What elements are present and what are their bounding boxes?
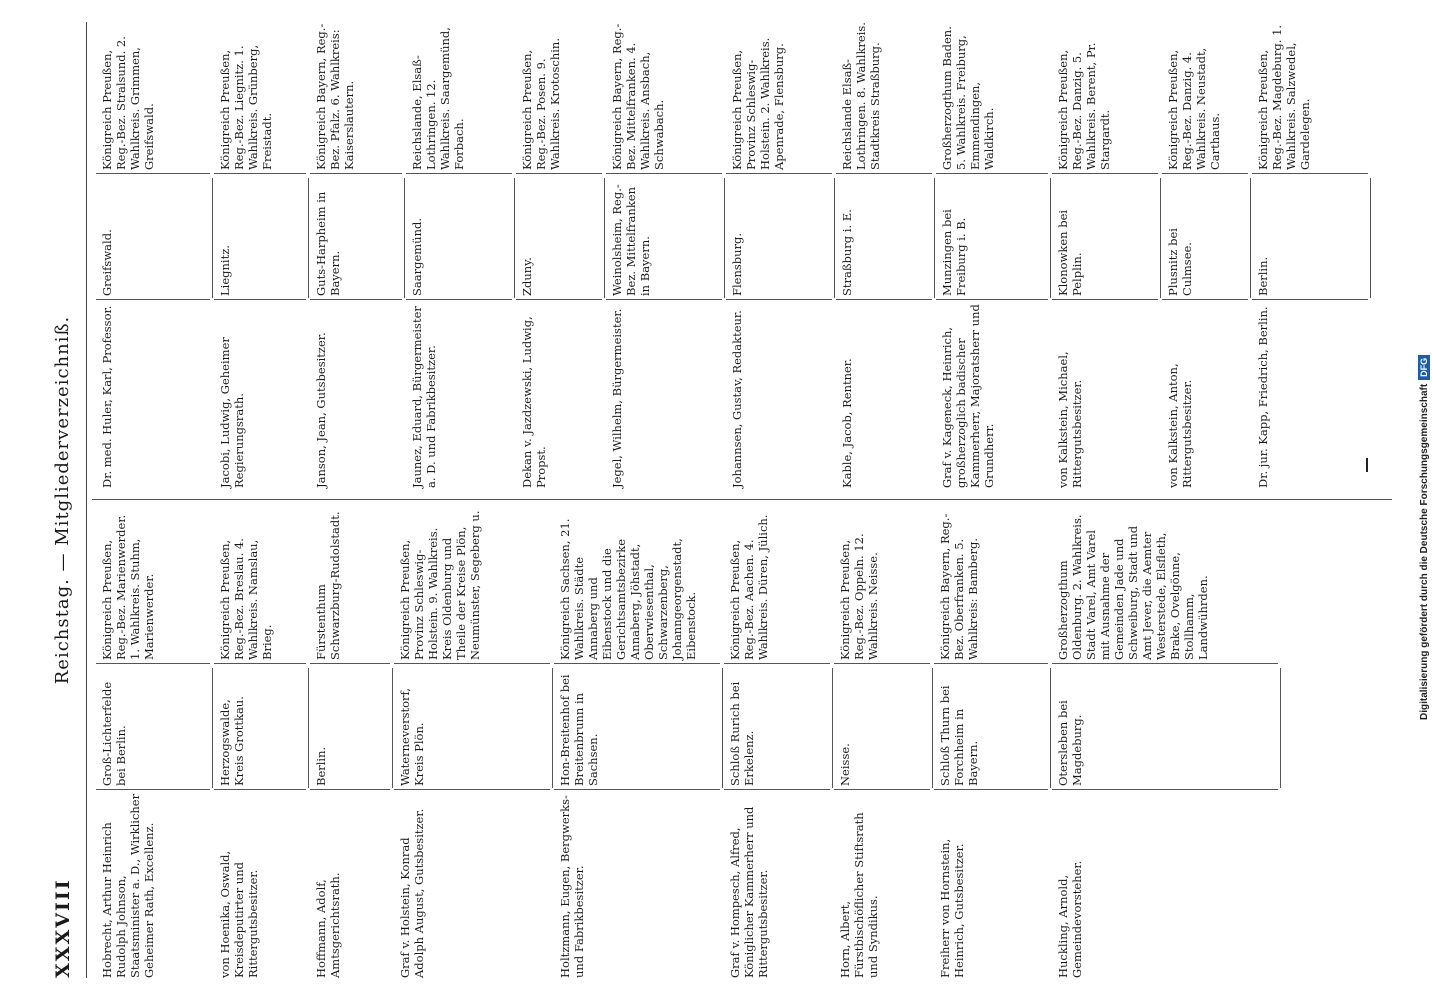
register-entry — [558, 508, 728, 978]
entry-name: Dekan v. Jazdzewski, Ludwig, Propst. — [520, 316, 548, 488]
row-rule — [1160, 178, 1161, 298]
cell-divider — [310, 173, 402, 174]
register-entry — [1056, 18, 1166, 488]
row-rule — [514, 178, 515, 298]
register-entry — [940, 18, 1056, 488]
cell-divider — [394, 789, 550, 790]
register-entry — [218, 18, 314, 488]
entry-constituency: Königreich Preußen, Reg.-Bez. Oppeln. 12. Wahlkreis. Neisse. — [838, 533, 880, 660]
entry-name: Johannsen, Gustav, Redakteur. — [730, 310, 744, 488]
row-rule — [404, 178, 405, 298]
row-rule — [834, 178, 835, 298]
register-entry — [100, 18, 218, 488]
entry-name: Graf v. Hompesch, Alfred, Königlicher Kammerherr und Rittergutsbesitzer. — [728, 806, 770, 978]
entry-name: von Kalkstein, Michael, Rittergutsbesitzer. — [1056, 351, 1084, 488]
entry-residence: Liegnitz. — [218, 245, 232, 296]
cell-divider — [214, 299, 306, 300]
row-rule — [1280, 668, 1281, 788]
entry-constituency: Königreich Bayern, Reg.-Bez. Mittelfranken. 4. Wahlkreis. Ansbach, Schwabach. — [610, 23, 666, 170]
row-rule — [934, 178, 935, 298]
row-rule — [212, 668, 213, 788]
entry-constituency: Königreich Preußen, Reg.-Bez. Magdeburg. 1. Wahlkreis. Salzwedel, Gardelegen. — [1256, 24, 1312, 170]
row-rule — [1050, 178, 1051, 298]
entry-name: Hoffmann, Adolf, Amtsgerichtsrath. — [314, 872, 342, 978]
register-entry — [1166, 18, 1256, 488]
entry-residence: Straßburg i. E. — [840, 209, 854, 296]
cell-divider — [606, 173, 722, 174]
row-rule — [1250, 178, 1251, 298]
register-entry — [218, 508, 314, 978]
digitization-note — [1418, 355, 1430, 720]
cell-divider — [936, 173, 1048, 174]
entry-constituency: Königreich Preußen, Reg.-Bez. Breslau. 4. Wahlkreis. Namslau, Brieg. — [218, 538, 274, 660]
entry-residence: Schloß Thurn bei Forchheim in Bayern. — [938, 685, 980, 786]
entry-residence: Berlin. — [1256, 256, 1270, 296]
entry-residence: Berlin. — [314, 746, 328, 786]
entry-name: Holtzmann, Eugen, Bergwerks- und Fabrikbesitzer. — [558, 795, 586, 978]
entry-constituency: Königreich Preußen, Provinz Schleswig-Holstein. 2. Wahlkreis. Apenrade, Flensburg. — [730, 37, 786, 170]
entry-residence: Munzingen bei Freiburg i. B. — [940, 209, 968, 296]
cell-divider — [96, 299, 210, 300]
entry-residence: Otersleben bei Magdeburg. — [1056, 700, 1084, 786]
entry-name: Freiherr von Hornstein, Heinrich, Gutsbesitzer. — [938, 838, 966, 978]
entry-constituency: Königreich Preußen, Reg.-Bez. Stralsund. 2. Wahlkreis. Grimmen, Greifswald. — [100, 36, 156, 170]
entry-residence: Greifswald. — [100, 229, 114, 296]
entry-residence: Hon-Breitenhof bei Breitenbrunn in Sachsen. — [558, 674, 600, 786]
entry-constituency: Königreich Preußen, Reg.-Bez. Liegnitz. 1. Wahlkreis. Grünberg, Freistadt. — [218, 44, 274, 170]
register-entry — [410, 18, 520, 488]
header-rule — [86, 22, 87, 978]
entry-constituency: Königreich Preußen, Reg.-Bez. Danzig. 5. Wahlkreis. Berent, Pr. Stargardt. — [1056, 42, 1112, 170]
register-entry — [100, 508, 218, 978]
entry-constituency: Reichslande Elsaß-Lothringen. 8. Wahlkreis. Stadtkreis Straßburg. — [840, 22, 882, 170]
cell-divider — [1252, 173, 1368, 174]
cell-divider — [1252, 299, 1368, 300]
cell-divider — [516, 173, 602, 174]
cell-divider — [406, 299, 512, 300]
cell-divider — [606, 299, 722, 300]
entry-name: Kable, Jacob, Rentner. — [840, 358, 854, 488]
entry-residence: Klonowken bei Pelplin. — [1056, 209, 1084, 296]
entry-constituency: Großherzogthum Oldenburg. 2. Wahlkreis. Stadt Varel, Amt Varel mit Ausnahme der Gemeinden Jade und Schweiburg, Stadt und Amt Jever, die Aemter Westerstede, Elsfleth, Brake, Ovelgönne, Stollhamm, Landwührden. — [1056, 514, 1210, 660]
cell-divider — [516, 299, 602, 300]
entry-residence: Plusnitz bei Culmsee. — [1166, 228, 1194, 296]
cell-divider — [310, 299, 402, 300]
register-entry — [840, 18, 940, 488]
cell-divider — [96, 789, 210, 790]
entry-name: Huckling, Arnold, Gemeindevorsteher. — [1056, 860, 1084, 978]
row-rule — [308, 668, 309, 788]
entry-name: Graf v. Holstein, Konrad Adolph August, Gutsbesitzer. — [398, 808, 426, 978]
entry-residence: Flensburg. — [730, 232, 744, 296]
entry-residence: Guts-Harpheim in Bayern. — [314, 191, 342, 296]
register-entry — [398, 508, 558, 978]
row-rule — [604, 178, 605, 298]
cell-divider — [1162, 173, 1248, 174]
entry-residence: Schloß Rurich bei Erkelenz. — [728, 681, 756, 786]
cell-divider — [214, 173, 306, 174]
entry-residence: Neisse. — [838, 743, 852, 786]
cell-divider — [834, 789, 930, 790]
cell-divider — [726, 173, 832, 174]
cell-divider — [724, 663, 830, 664]
row-rule — [1050, 668, 1051, 788]
cell-divider — [406, 173, 512, 174]
page-number: XXXVIII — [52, 878, 74, 978]
register-entry — [610, 18, 730, 488]
entry-name: Jegel, Wilhelm, Bürgermeister. — [610, 308, 624, 488]
row-rule — [832, 668, 833, 788]
entry-name: Dr. med. Huler, Karl, Professor. — [100, 305, 114, 488]
cell-divider — [96, 663, 210, 664]
cell-divider — [96, 173, 210, 174]
entry-constituency: Königreich Bayern, Reg.-Bez. Oberfranken. 5. Wahlkreis: Bamberg. — [938, 513, 980, 660]
entry-name: Janson, Jean, Gutsbesitzer. — [314, 332, 328, 488]
register-entry — [314, 508, 398, 978]
register-entry — [838, 508, 938, 978]
scan-mark — [1366, 458, 1368, 472]
register-entry — [1056, 508, 1286, 978]
cell-divider — [1162, 299, 1248, 300]
entry-constituency: Königreich Bayern, Reg.-Bez. Pfalz. 6. Wahlkreis: Kaiserslautern. — [314, 23, 356, 170]
cell-divider — [310, 789, 390, 790]
digitization-text: Digitalisierung gefördert durch die Deutsche Forschungsgemeinschaft — [1419, 383, 1430, 720]
entry-name: Graf v. Kageneck, Heinrich, großherzoglich badischer Kammerherr, Majoratsherr und Grundherr. — [940, 304, 996, 488]
row-rule — [308, 178, 309, 298]
row-rule — [212, 178, 213, 298]
cell-divider — [554, 789, 720, 790]
cell-divider — [394, 663, 550, 664]
entry-constituency: Königreich Preußen, Reg.-Bez. Posen. 9. Wahlkreis. Krotoschin. — [520, 38, 562, 170]
running-head: Reichstag. — Mitgliederverzeichniß. — [52, 315, 73, 685]
entry-name: von Hoenika, Oswald, Kreisdeputirter und Rittergutsbesitzer. — [218, 850, 260, 978]
entry-name: Jacobi, Ludwig, Geheimer Regierungsrath. — [218, 337, 246, 488]
row-rule — [932, 668, 933, 788]
entry-constituency: Königreich Preußen, Reg.-Bez. Aachen. 4. Wahlkreis. Düren, Jülich. — [728, 514, 770, 660]
entry-constituency: Reichslande, Elsaß-Lothringen. 12. Wahlkreis. Saargemünd, Forbach. — [410, 27, 466, 170]
cell-divider — [1052, 663, 1278, 664]
cell-divider — [1052, 789, 1278, 790]
register-entry — [730, 18, 840, 488]
entry-constituency: Königreich Sachsen, 21. Wahlkreis. Städte Annaberg und Eibenstock und die Gerichtsamtsbezirke Annaberg, Jöhstadt, Oberwiesenthal, Schwarzenberg, Johanngeorgenstadt, Eibenstock. — [558, 518, 698, 660]
cell-divider — [936, 299, 1048, 300]
cell-divider — [214, 789, 306, 790]
column-divider — [92, 499, 1392, 500]
entry-name: Hobrecht, Arthur Heinrich Rudolph Johnson, Staatsminister a. D., Wirklicher Geheimer Rath, Excellenz. — [100, 793, 156, 978]
cell-divider — [834, 663, 930, 664]
register-entry — [938, 508, 1056, 978]
cell-divider — [726, 299, 832, 300]
row-rule — [722, 668, 723, 788]
register-entry — [728, 508, 838, 978]
entry-constituency: Fürstenthum Schwarzburg-Rudolstadt. — [314, 511, 342, 660]
entry-name: Horn, Albert, Fürstbischöflicher Stiftsrath und Syndikus. — [838, 812, 880, 978]
entry-name: Dr. jur. Kapp, Friedrich, Berlin. — [1256, 306, 1270, 488]
entry-constituency: Königreich Preußen, Reg.-Bez. Danzig. 4. Wahlkreis. Neustadt, Carthaus. — [1166, 47, 1222, 170]
row-rule — [552, 668, 553, 788]
entry-residence: Saargemünd. — [410, 218, 424, 296]
entry-residence: Zduny. — [520, 257, 534, 296]
cell-divider — [310, 663, 390, 664]
cell-divider — [554, 663, 720, 664]
cell-divider — [214, 663, 306, 664]
page-header — [52, 22, 82, 978]
dfg-logo: DFG — [1418, 355, 1430, 380]
cell-divider — [934, 789, 1048, 790]
register-entry — [314, 18, 410, 488]
entry-constituency: Königreich Preußen, Reg.-Bez. Marienwerder. 1. Wahlkreis. Stuhm, Marienwerder. — [100, 514, 156, 660]
entry-constituency: Königreich Preußen, Provinz Schleswig-Holstein. 9. Wahlkreis. Kreis Oldenburg und Theile der Kreise Plön, Neumünster, Segeberg u. — [398, 510, 482, 660]
entry-residence: Waterneverstorf, Kreis Plön. — [398, 687, 426, 786]
row-rule — [1370, 178, 1371, 298]
cell-divider — [836, 299, 932, 300]
cell-divider — [934, 663, 1048, 664]
entry-name: Jaunez, Eduard, Bürgermeister a. D. und Fabrikbesitzer. — [410, 306, 438, 488]
register-entry — [1256, 18, 1376, 488]
cell-divider — [1052, 173, 1158, 174]
cell-divider — [836, 173, 932, 174]
entry-name: von Kalkstein, Anton, Rittergutsbesitzer. — [1166, 363, 1194, 488]
row-rule — [724, 178, 725, 298]
register-entry — [520, 18, 610, 488]
row-rule — [392, 668, 393, 788]
entry-residence: Groß-Lichterfelde bei Berlin. — [100, 681, 128, 786]
entry-residence: Herzogswalde, Kreis Grottkau. — [218, 696, 246, 786]
cell-divider — [724, 789, 830, 790]
entry-constituency: Großherzogthum Baden. 5. Wahlkreis. Freiburg, Emmendingen, Waldkirch. — [940, 26, 996, 170]
cell-divider — [1052, 299, 1158, 300]
entry-residence: Weinolsheim, Reg.-Bez. Mittelfranken in Bayern. — [610, 184, 652, 296]
